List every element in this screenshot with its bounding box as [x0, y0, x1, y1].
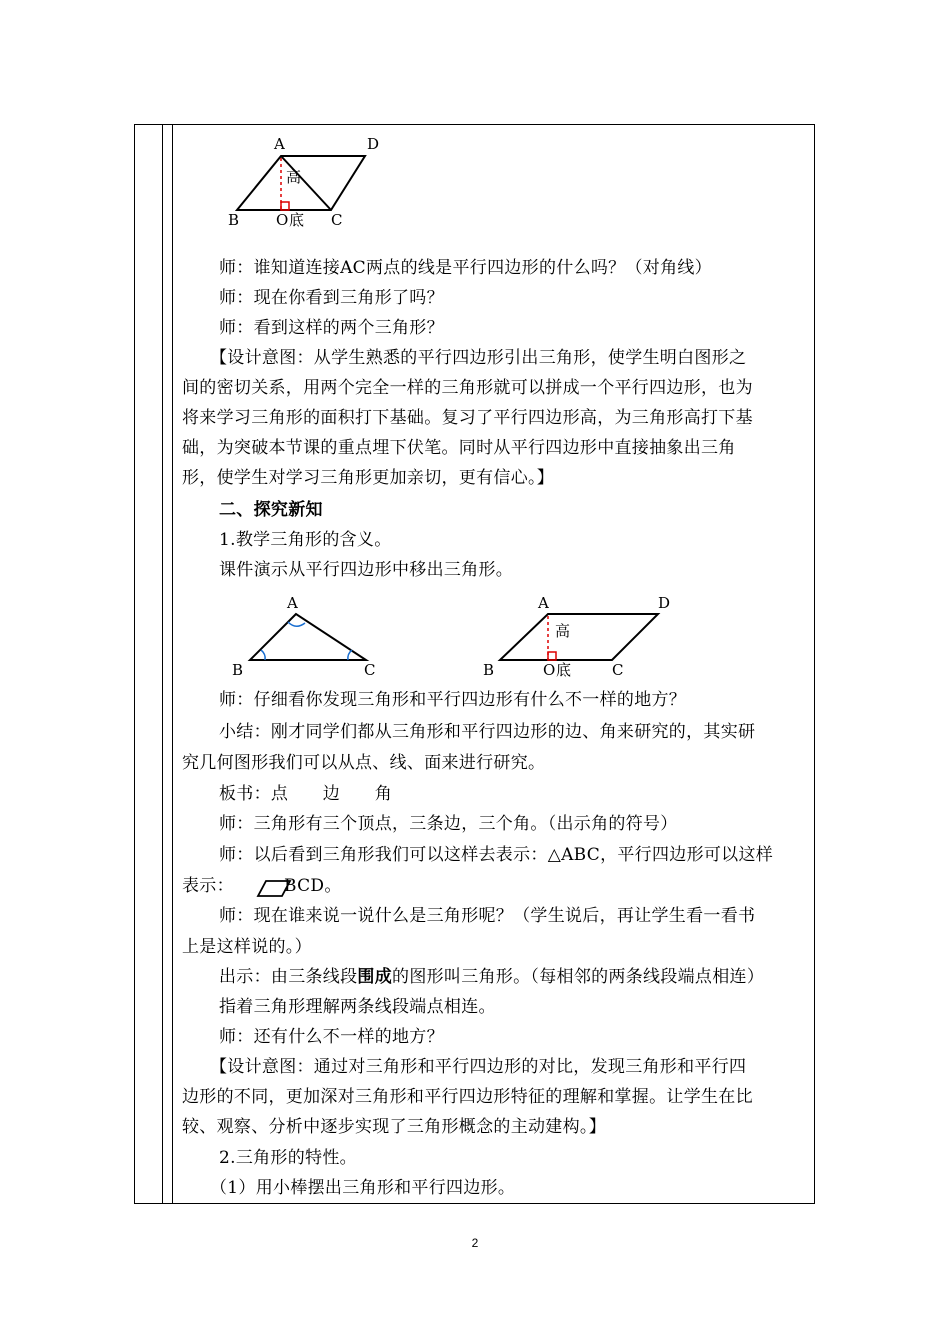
- text-line: 上是这样说的。）: [182, 937, 312, 957]
- text-line: 【设计意图：通过对三角形和平行四边形的对比，发现三角形和平行四: [210, 1057, 747, 1077]
- column-divider: [172, 124, 173, 1204]
- text-line: 边形的不同，更加深对三角形和平行四边形特征的理解和掌握。让学生在比: [182, 1087, 753, 1107]
- vertex-label-c: C: [364, 661, 376, 679]
- vertex-label-b: B: [483, 661, 495, 679]
- text-line: 师：还有什么不一样的地方？: [219, 1027, 444, 1047]
- parallelogram-diagonal-figure: [225, 132, 385, 232]
- vertex-label-a: A: [287, 594, 298, 612]
- text-line: 究几何图形我们可以从点、线、面来进行研究。: [182, 753, 546, 773]
- text-line: 师：现在谁来说一说什么是三角形呢？（学生说后，再让学生看一看书: [219, 906, 756, 926]
- text-line: 表示：: [182, 876, 234, 896]
- text-line: 间的密切关系，用两个完全一样的三角形就可以拼成一个平行四边形，也为: [182, 378, 753, 398]
- base-label: 底: [556, 661, 572, 679]
- vertex-label-d: D: [367, 135, 380, 153]
- section-heading: 二、探究新知: [219, 500, 323, 520]
- vertex-label-o: O: [543, 661, 556, 679]
- text-line: 较、观察、分析中逐步实现了三角形概念的主动建构。】: [182, 1117, 606, 1137]
- text-line: 2.三角形的特性。: [219, 1148, 357, 1168]
- height-label: 高: [555, 622, 571, 640]
- vertex-label-a: A: [538, 594, 549, 612]
- text-line: 将来学习三角形的面积打下基础。复习了平行四边形高，为三角形高打下基: [182, 408, 753, 428]
- text-line: 指着三角形理解两条线段端点相连。: [219, 997, 496, 1017]
- text-line: 形，使学生对学习三角形更加亲切，更有信心。】: [182, 468, 555, 488]
- text-line: 师：现在你看到三角形了吗？: [219, 288, 444, 308]
- text-line: 师：看到这样的两个三角形？: [219, 318, 444, 338]
- text-line: 【设计意图：从学生熟悉的平行四边形引出三角形，使学生明白图形之: [210, 348, 747, 368]
- page-number: 2: [471, 1236, 479, 1250]
- text-line: 小结：刚才同学们都从三角形和平行四边形的边、角来研究的，其实研: [219, 722, 756, 742]
- base-label: 底: [289, 211, 305, 229]
- parallelogram-figure: [480, 592, 680, 684]
- text-line: 板书：点 边 角: [219, 784, 392, 804]
- emphasis-text: 围成: [357, 967, 393, 987]
- vertex-label-b: B: [232, 661, 244, 679]
- vertex-label-c: C: [331, 211, 343, 229]
- text-line: 师：谁知道连接AC两点的线是平行四边形的什么吗？（对角线）: [219, 258, 712, 278]
- text-line: 师：以后看到三角形我们可以这样去表示：△ABC，平行四边形可以这样: [219, 845, 774, 865]
- column-divider: [162, 124, 163, 1204]
- vertex-label-d: D: [658, 594, 671, 612]
- text-segment: 出示：由三条线段: [219, 967, 358, 987]
- text-line: 础，为突破本节课的重点埋下伏笔。同时从平行四边形中直接抽象出三角: [182, 438, 736, 458]
- vertex-label-o: O: [276, 211, 289, 229]
- height-label: 高: [286, 168, 302, 186]
- text-line: 师：三角形有三个顶点，三条边，三个角。（出示角的符号）: [219, 814, 678, 834]
- vertex-label-a: A: [274, 135, 285, 153]
- text-line: 1.教学三角形的含义。: [219, 530, 392, 550]
- text-segment: 的图形叫三角形。（每相邻的两条线段端点相连）: [392, 967, 765, 987]
- text-line: [219, 967, 764, 987]
- vertex-label-b: B: [228, 211, 240, 229]
- vertex-label-c: C: [612, 661, 624, 679]
- text-line: （1）用小棒摆出三角形和平行四边形。: [210, 1178, 516, 1198]
- text-line: 师：仔细看你发现三角形和平行四边形有什么不一样的地方？: [219, 690, 687, 710]
- triangle-figure: [228, 592, 388, 684]
- text-line: 课件演示从平行四边形中移出三角形。: [219, 560, 514, 580]
- text-line: BCD。: [284, 876, 342, 896]
